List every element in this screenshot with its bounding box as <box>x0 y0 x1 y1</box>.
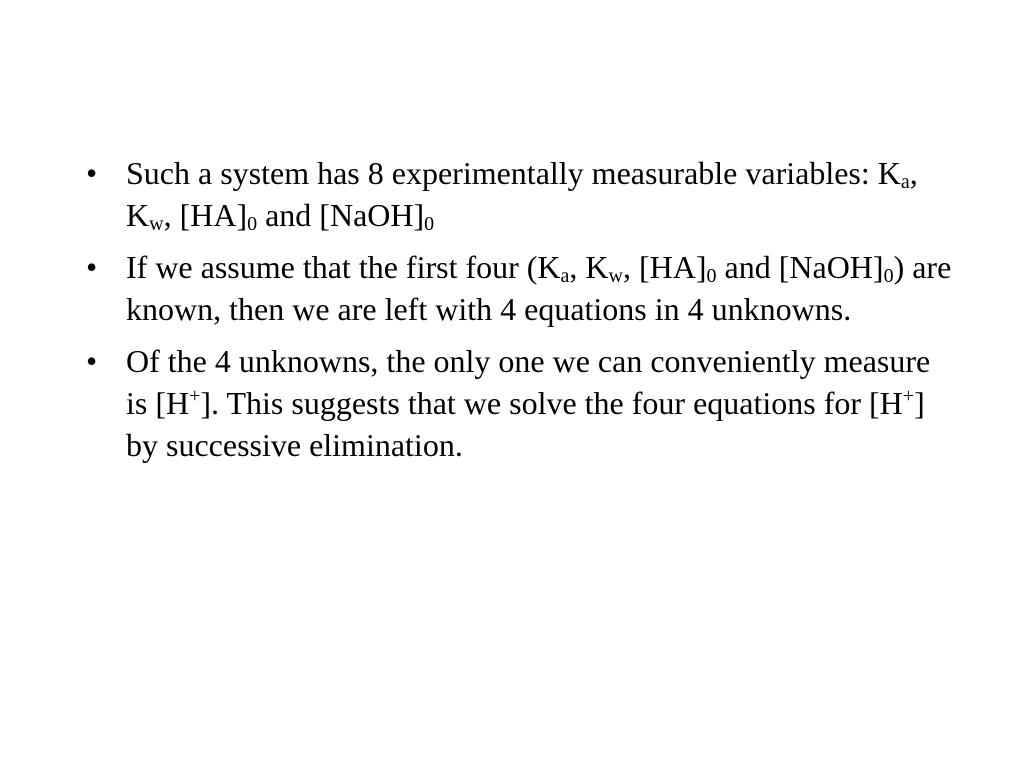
text-run: , [HA] <box>622 249 707 285</box>
bullet-marker: • <box>86 249 98 285</box>
subscript: a <box>900 171 910 193</box>
superscript: + <box>902 385 915 407</box>
bullet-item <box>84 246 954 330</box>
text-run: ]. This suggests that we solve the four equations for [H <box>200 385 903 421</box>
bullet-list <box>84 152 954 476</box>
bullet-marker: • <box>86 343 98 379</box>
text-run: Of the 4 unknowns, the only one we can conveniently measure is [H <box>126 343 931 421</box>
subscript: 0 <box>424 213 435 235</box>
text-run: Such a system has 8 experimentally measurable variables: K <box>126 155 901 191</box>
subscript: a <box>560 265 570 287</box>
text-run: , K <box>569 249 609 285</box>
bullet-item <box>84 152 954 236</box>
text-run: and [NaOH] <box>716 249 884 285</box>
bullet-text <box>126 155 918 233</box>
bullet-marker: • <box>86 155 98 191</box>
bullet-text <box>126 343 930 463</box>
superscript: + <box>189 385 201 407</box>
subscript: 0 <box>706 265 717 287</box>
subscript: w <box>608 265 623 287</box>
text-run: , K <box>126 155 918 233</box>
text-run: ] by successive elimination. <box>126 385 925 463</box>
subscript: 0 <box>247 213 258 235</box>
text-run: , [HA] <box>163 197 248 233</box>
bullet-item <box>84 340 954 466</box>
text-run: ) are known, then we are left with 4 equations in 4 unknowns. <box>126 249 952 327</box>
subscript: 0 <box>883 265 894 287</box>
text-run: and [NaOH] <box>257 197 425 233</box>
text-run: If we assume that the first four (K <box>126 249 561 285</box>
subscript: w <box>149 213 164 235</box>
bullet-text <box>126 249 951 327</box>
